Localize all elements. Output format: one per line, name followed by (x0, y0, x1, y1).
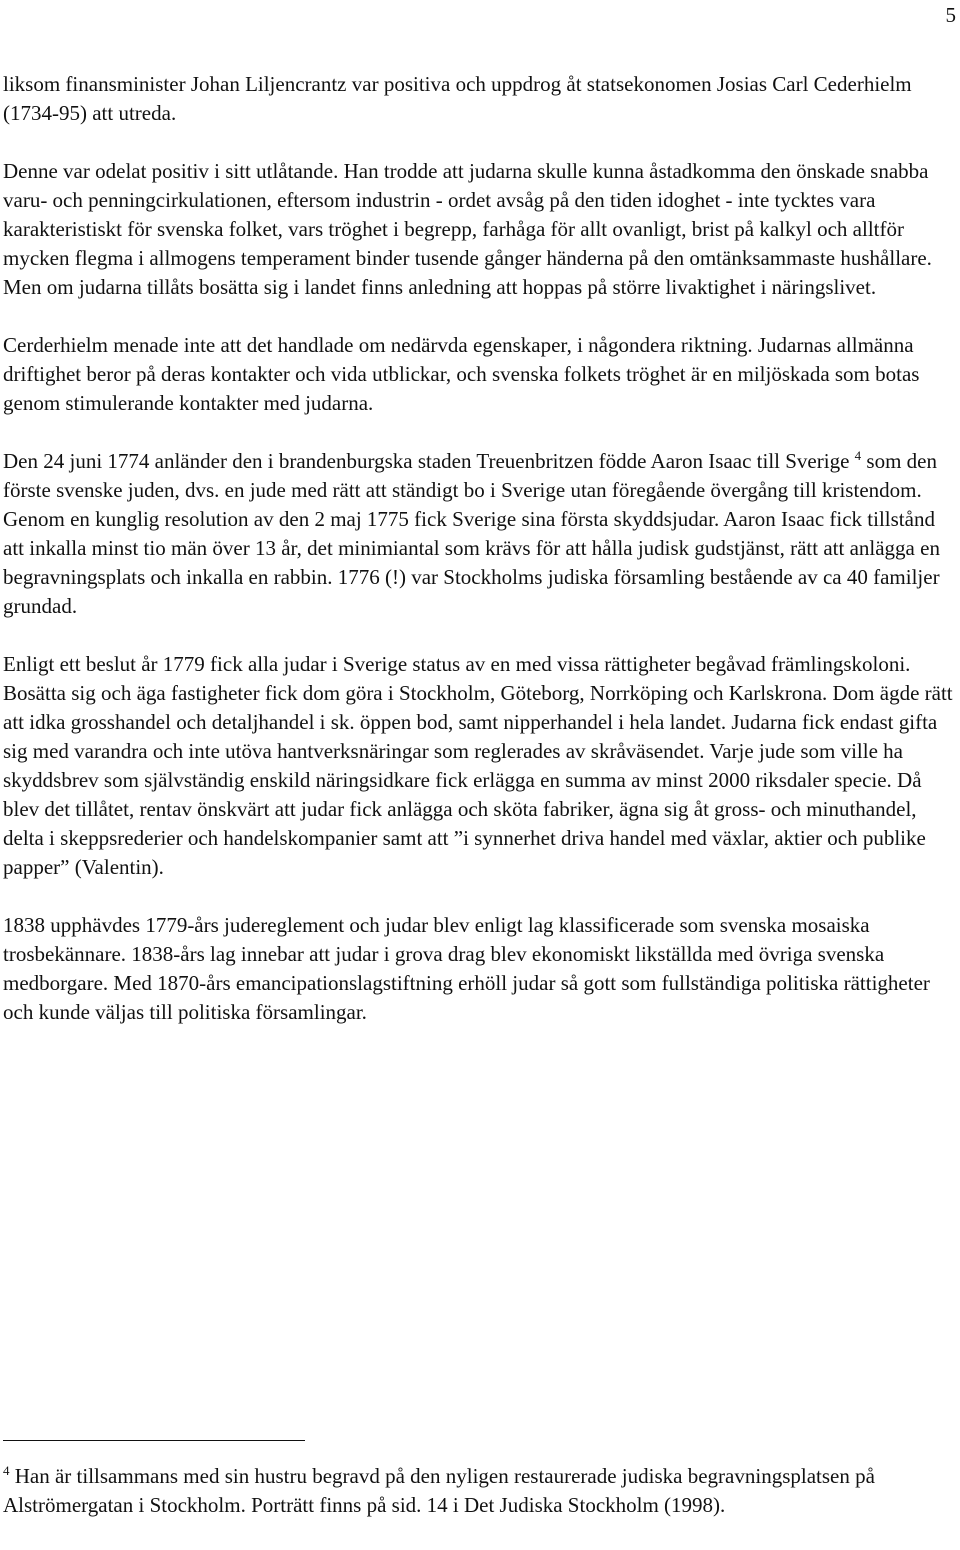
paragraph-5: Enligt ett beslut år 1779 fick alla judar i Sverige status av en med vissa rättigheter begåvad främlingskoloni. Bosätta sig och äga fastigheter fick dom göra i Stockholm, Göteborg, Norrköping och Karlskrona. Dom ägde rätt att idka grosshandel och detaljhandel i sk. öppen bod, samt nipperhandel i hela landet. Judarna fick endast gifta sig med varandra och inte utöva hantverksnäringar som reglerades av skråväsendet. Varje jude som ville ha skyddsbrev som självständig enskild näringsidkare fick erlägga en summa av minst 2000 riksdaler specie. Då blev det tillåtet, rentav önskvärt att judar fick anlägga och sköta fabriker, ägna sig åt gross- och minuthandel, delta i skeppsrederier och handelskompanier samt att ”i synnerhet driva handel med växlar, aktier och publike papper” (Valentin). (3, 652, 953, 879)
footnote-mark: 4 (3, 1463, 10, 1478)
footnote-reference[interactable]: 4 (854, 448, 862, 463)
footnote-text-block (3, 1462, 958, 1520)
paragraph-4-part-2: som den förste svenske juden, dvs. en jude med rätt att ständigt bo i Sverige utan föregående övergång till kristendom. Genom en kunglig resolution av den 2 maj 1775 fick Sverige sina första skyddsjudar. Aaron Isaac fick tillstånd att inkalla minst tio män över 13 år, det minimiantal som krävs för att hålla judisk gudstjänst, rätt att anlägga en begravningsplats och inkalla en rabbin. 1776 (!) var Stockholms judiska församling bestående av ca 40 familjer grundad. (3, 449, 940, 618)
body-text (3, 70, 958, 1056)
footnote-text: Han är tillsammans med sin hustru begravd på den nyligen restaurerade judiska begravningsplatsen på Alströmergatan i Stockholm. Porträtt finns på sid. 14 i Det Judiska Stockholm (1998). (3, 1464, 875, 1517)
paragraph-1: liksom finansminister Johan Liljencrantz var positiva och uppdrog åt statsekonomen Josias Carl Cederhielm (1734-95) att utreda. (3, 72, 912, 125)
paragraph-2: Denne var odelat positiv i sitt utlåtande. Han trodde att judarna skulle kunna åstadkomma den önskade snabba varu- och penningcirkulationen, eftersom industrin - ordet avsåg på den tiden idoghet - inte tycktes vara karakteristiskt för svenska folket, vars tröghet i begrepp, farhåga för allt ovanligt, brist på kalkyl och alltför mycken flegma i allmogens temperament binder tusende gånger händerna på den omtänksammaste hushållare. Men om judarna tillåts bosätta sig i landet finns anledning att hoppas på större livaktighet i näringslivet. (3, 159, 932, 299)
footnote-separator (3, 1440, 305, 1441)
paragraph-4 (3, 447, 958, 621)
paragraph-4-part-1: Den 24 juni 1774 anländer den i brandenburgska staden Treuenbritzen födde Aaron Isaac till Sverige (3, 449, 855, 473)
page-number: 5 (945, 3, 956, 27)
paragraph-6: 1838 upphävdes 1779-års judereglement och judar blev enligt lag klassificerade som svenska mosaiska trosbekännare. 1838-års lag innebar att judar i grova drag blev ekonomiskt likställda med övriga svenska medborgare. Med 1870-års emancipationslagstiftning erhöll judar så gott som fullständiga politiska rättigheter och kunde väljas till politiska församlingar. (3, 913, 930, 1024)
footnote (3, 1462, 958, 1520)
paragraph-3: Cerderhielm menade inte att det handlade om nedärvda egenskaper, i någondera riktning. Judarnas allmänna driftighet beror på deras kontakter och vida utblickar, och svenska folkets tröghet är en miljöskada som botas genom stimulerande kontakter med judarna. (3, 333, 920, 415)
